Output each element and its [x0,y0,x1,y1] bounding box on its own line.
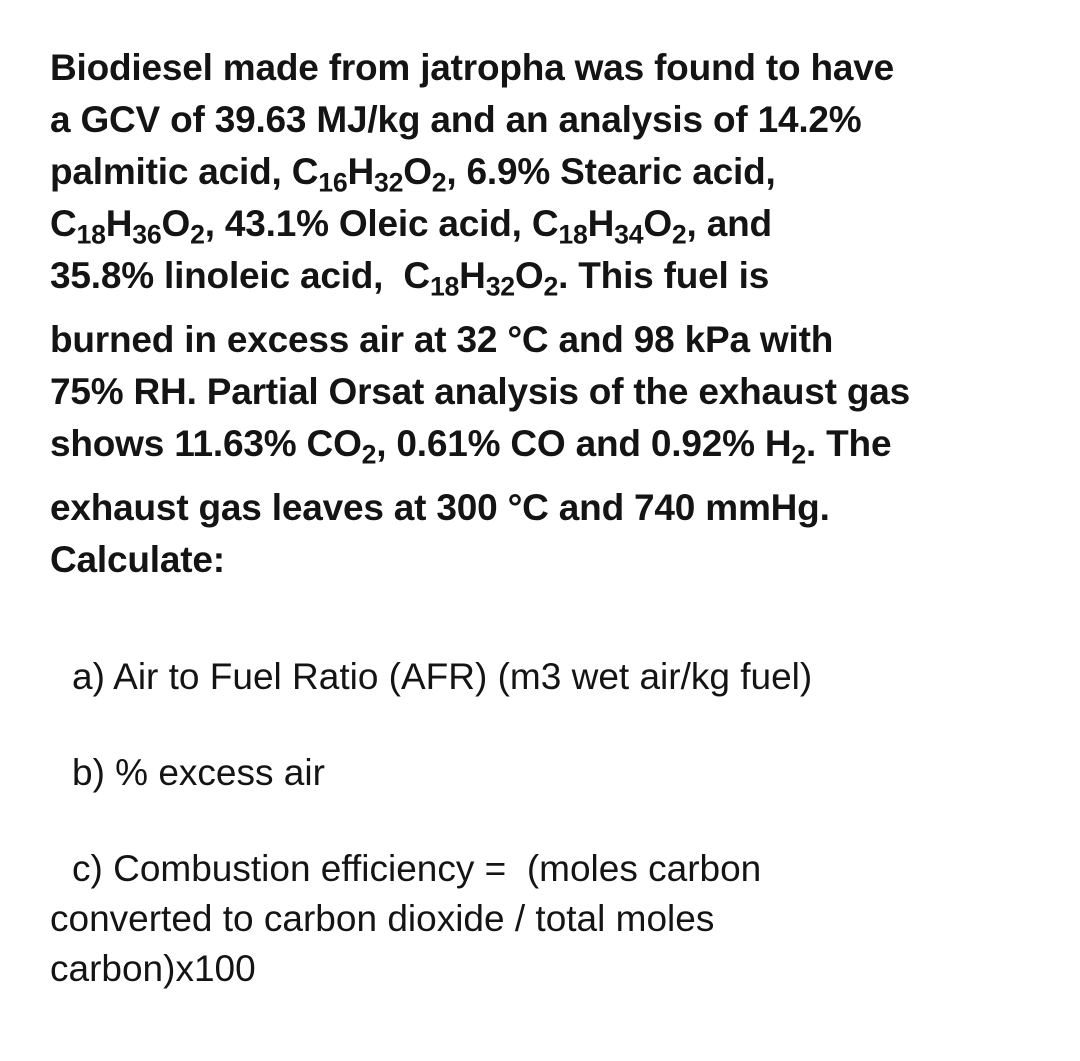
text-segment: , 43.1% Oleic acid, C [204,203,559,244]
text-segment: , 6.9% Stearic acid, [446,151,776,192]
text-segment: , 0.61% CO and 0.92% H [376,423,792,464]
subscript: 32 [485,271,515,302]
problem-line-1: Biodiesel made from jatropha was found to have [50,47,895,88]
text-segment: . The [805,423,892,464]
text-segment: O [643,203,672,244]
text-segment: H [459,255,486,296]
text-segment: H [347,151,374,192]
subscript: 16 [318,167,348,198]
text-segment: C [50,203,77,244]
subscript: 18 [76,219,106,250]
text-segment: H [587,203,615,244]
question-part-b: b) % excess air [72,752,325,793]
problem-statement [50,42,1050,586]
subscript: 18 [429,271,460,302]
problem-line-9: exhaust gas leaves at 300 °C and 740 mmHg. [50,487,830,528]
problem-line-2: a GCV of 39.63 MJ/kg and an analysis of 14.2% [50,99,862,140]
problem-line-8 [50,418,1050,470]
subscript: 2 [791,439,806,470]
problem-line-3 [50,146,1050,198]
question-part-c-line-2: converted to carbon dioxide / total moles [50,898,715,939]
subscript: 18 [558,219,588,250]
subscript: 2 [190,219,205,250]
subscript: 36 [132,219,162,250]
text-segment: 35.8% linoleic acid, C [50,255,430,296]
subscript: 2 [431,167,447,198]
question-part-c-line-3: carbon)x100 [50,948,256,989]
problem-line-5 [50,250,1050,302]
subscript: 2 [671,219,687,250]
text-segment: O [514,255,544,296]
subscript: 32 [373,167,404,198]
subscript: 2 [543,271,559,302]
problem-line-4 [50,198,1050,250]
text-segment: O [161,203,191,244]
text-segment: shows 11.63% CO [50,423,362,464]
question-parts [50,652,1050,994]
subscript: 2 [361,439,377,470]
subscript: 34 [614,219,644,250]
text-segment: O [403,151,432,192]
question-part-c [50,844,1050,994]
problem-line-6: burned in excess air at 32 °C and 98 kPa with [50,319,834,360]
question-part-a: a) Air to Fuel Ratio (AFR) (m3 wet air/kg fuel) [72,656,813,697]
text-segment: palmitic acid, C [50,151,319,192]
text-segment: . This fuel is [558,255,770,296]
problem-line-7: 75% RH. Partial Orsat analysis of the exhaust gas [50,371,911,412]
question-part-c-line-1: c) Combustion efficiency = (moles carbon [72,848,762,889]
text-segment: , and [686,203,772,244]
text-segment: H [105,203,133,244]
calculate-heading: Calculate: [50,539,225,580]
